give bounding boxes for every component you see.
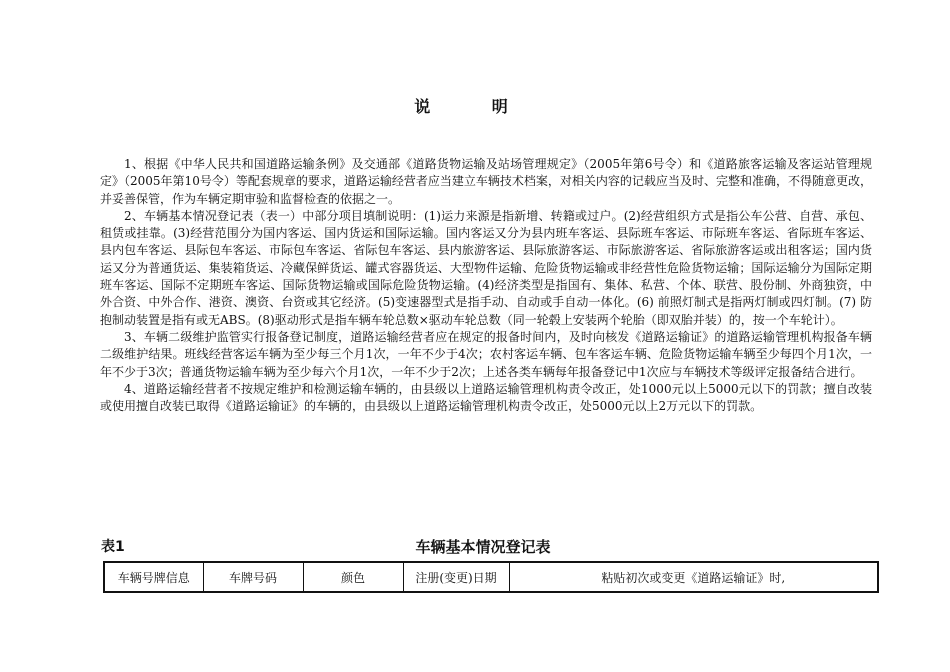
table-cell-plate-info: 车辆号牌信息: [104, 562, 203, 592]
table-cell-plate-number: 车牌号码: [203, 562, 303, 592]
instructions-body: [100, 156, 872, 415]
instruction-paragraph-4: 4、道路运输经营者不按规定维护和检测运输车辆的，由县级以上道路运输管理机构责令改正，处1000元以上5000元以下的罚款；擅自改装或使用擅自改装已取得《道路运输证》的车辆的，由县级以上道路运输管理机构责令改正，处5000元以上2万元以下的罚款。: [100, 381, 872, 414]
instruction-paragraph-2: 2、车辆基本情况登记表（表一）中部分项目填制说明：(1)运力来源是指新增、转籍或过户。(2)经营组织方式是指公车公营、自营、承包、租赁或挂靠。(3)经营范围分为国内客运、国内货运和国际运输。国内客运又分为县内班车客运、县际班车客运、市际班车客运、省际班车客运、县内包车客运、县际包车客运、市际包车客运、省际包车客运、县内旅游客运、县际旅游客运、市际旅游客运、省际旅游客运或出租客运；国内货运又分为普通货运、集装箱货运、冷藏保鲜货运、罐式容器货运、大型物件运输、危险货物运输或非经营性危险货物运输；国际运输分为国际定期班车客运、国际不定期班车客运、国际货物运输或国际危险货物运输。(4)经济类型是指国有、集体、私营、个体、联营、股份制、外商独资，中外合资、中外合作、港资、澳资、台资或其它经济。(5)变速器型式是指手动、自动或手自动一体化。(6) 前照灯制式是指两灯制或四灯制。(7) 防抱制动装置是指有或无ABS。(8)驱动形式是指车辆车轮总数×驱动车轮总数（同一轮毂上安装两个轮胎（即双胎并装）的，按一个车轮计）。: [100, 208, 872, 327]
table-cell-register-date: 注册(变更)日期: [403, 562, 509, 592]
vehicle-registration-table: [103, 561, 879, 593]
table-number-label: 表1: [101, 539, 125, 555]
table-cell-color: 颜色: [303, 562, 403, 592]
table-title: 车辆基本情况登记表: [415, 538, 551, 556]
page-title: 说 明: [414, 97, 536, 116]
instruction-paragraph-1: 1、根据《中华人民共和国道路运输条例》及交通部《道路货物运输及站场管理规定》（2005年第6号令）和《道路旅客运输及客运站管理规定》（2005年第10号令）等配套规章的要求，道路运输经营者应当建立车辆技术档案，对相关内容的记载应当及时、完整和准确，不得随意更改，并妥善保管，作为车辆定期审验和监督检查的依据之一。: [100, 157, 872, 206]
table-cell-photo-note: 粘贴初次或变更《道路运输证》时,: [509, 562, 878, 592]
instruction-paragraph-3: 3、车辆二级维护监管实行报备登记制度，道路运输经营者应在规定的报备时间内，及时向核发《道路运输证》的道路运输管理机构报备车辆二级维护结果。班线经营客运车辆为至少每三个月1次，一年不少于4次；农村客运车辆、包车客运车辆、危险货物运输车辆至少每四个月1次，一年不少于3次；普通货物运输车辆为至少每六个月1次，一年不少于2次；上述各类车辆每年报备登记中1次应与车辆技术等级评定报备结合进行。: [100, 329, 872, 379]
table-row: [104, 562, 878, 592]
